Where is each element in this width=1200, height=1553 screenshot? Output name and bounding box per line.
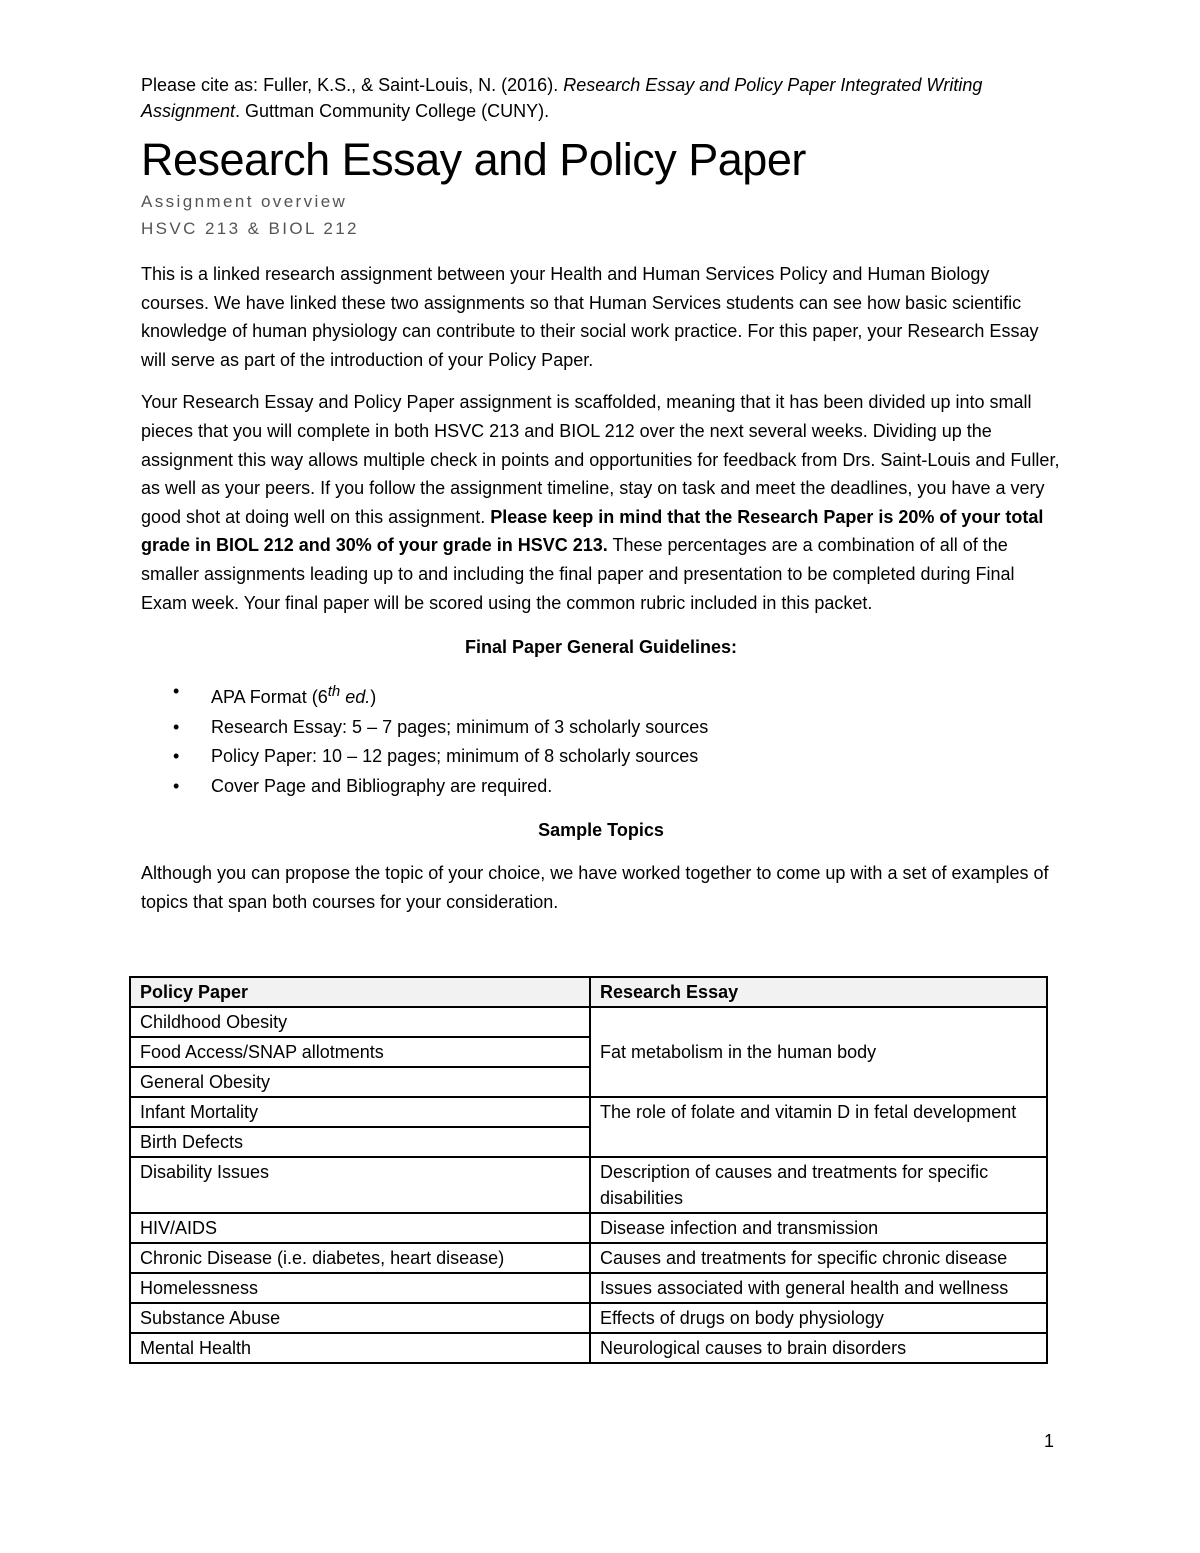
list-item: • Policy Paper: 10 – 12 pages; minimum of 8 scholarly sources	[173, 742, 1061, 772]
subtitle-overview: Assignment overview	[141, 192, 348, 211]
scaffold-text-b: These percentages are a combination of all of the smaller assignments leading up to and including the final paper and presentation to be completed during Final Exam week. Your final paper will be scored using the common rubric included in this packet.	[141, 535, 1015, 613]
table-row	[130, 1333, 1047, 1363]
bullet-icon: •	[173, 746, 180, 767]
citation	[141, 72, 1061, 124]
citation-prefix: Please cite as: Fuller, K.S., & Saint-Louis, N. (2016).	[141, 75, 564, 95]
table-row	[130, 1303, 1047, 1333]
cell-policy: Substance Abuse	[130, 1303, 590, 1333]
list-item: • Research Essay: 5 – 7 pages; minimum of 3 scholarly sources	[173, 713, 1061, 743]
topics-heading: Sample Topics	[538, 820, 664, 841]
document-page	[141, 72, 1061, 916]
intro-paragraph: This is a linked research assignment between your Health and Human Services Policy and Human Biology courses. We have linked these two assignments so that Human Services students can see how basic scientific knowledge of human physiology can contribute to their social work practice. For this paper, your Research Essay will serve as part of the introduction of your Policy Paper.	[141, 264, 1039, 370]
cell-research: Fat metabolism in the human body	[590, 1007, 1047, 1097]
table-row	[130, 1097, 1047, 1127]
page-number: 1	[1044, 1431, 1055, 1451]
page-title: Research Essay and Policy Paper	[141, 134, 806, 185]
cell-policy: Chronic Disease (i.e. diabetes, heart disease)	[130, 1243, 590, 1273]
table-row	[130, 1157, 1047, 1213]
cell-policy: Childhood Obesity	[130, 1007, 590, 1037]
citation-italic-title: Research Essay and Policy Paper Integrated Writing Assignment	[141, 75, 983, 121]
cell-research: Causes and treatments for specific chronic disease	[590, 1243, 1047, 1273]
header-research: Research Essay	[590, 977, 1047, 1007]
table-row	[130, 1243, 1047, 1273]
table-row	[130, 1273, 1047, 1303]
guidelines-list	[141, 677, 1061, 801]
table-header-row	[130, 977, 1047, 1007]
header-policy: Policy Paper	[130, 977, 590, 1007]
cell-research: Neurological causes to brain disorders	[590, 1333, 1047, 1363]
grade-weight-note: Please keep in mind that the Research Paper is 20% of your total grade in BIOL 212 and 30% of your grade in HSVC 213.	[141, 506, 1044, 556]
cell-policy: General Obesity	[130, 1067, 590, 1097]
cell-policy: HIV/AIDS	[130, 1213, 590, 1243]
cell-research: The role of folate and vitamin D in fetal development	[590, 1097, 1047, 1157]
list-item: • Cover Page and Bibliography are required.	[173, 772, 1061, 802]
bullet-icon: •	[173, 775, 180, 796]
cell-policy: Food Access/SNAP allotments	[130, 1037, 590, 1067]
cell-research: Issues associated with general health and wellness	[590, 1273, 1047, 1303]
list-item: • APA Format (6th ed.)	[173, 677, 1061, 713]
table-row	[130, 1007, 1047, 1037]
cell-policy: Infant Mortality	[130, 1097, 590, 1127]
scaffold-paragraph	[141, 388, 1061, 617]
cell-research: Disease infection and transmission	[590, 1213, 1047, 1243]
table-row	[130, 1213, 1047, 1243]
scaffold-text-a: Your Research Essay and Policy Paper assignment is scaffolded, meaning that it has been divided up into small pieces that you will complete in both HSVC 213 and BIOL 212 over the next several weeks. Dividing up the assignment this way allows multiple check in points and opportunities for feedback from Drs. Saint-Louis and Fuller, as well as your peers. If you follow the assignment timeline, stay on task and meet the deadlines, you have a very good shot at doing well on this assignment.	[141, 392, 1060, 527]
bullet-icon: •	[173, 716, 180, 737]
cell-policy: Homelessness	[130, 1273, 590, 1303]
citation-suffix: . Guttman Community College (CUNY).	[235, 101, 550, 121]
topics-table	[129, 976, 1048, 1364]
subtitle-courses: HSVC 213 & BIOL 212	[141, 219, 359, 238]
cell-research: Description of causes and treatments for specific disabilities	[590, 1157, 1047, 1213]
cell-policy: Disability Issues	[130, 1157, 590, 1213]
cell-policy: Birth Defects	[130, 1127, 590, 1157]
topics-paragraph: Although you can propose the topic of your choice, we have worked together to come up with a set of examples of topics that span both courses for your consideration.	[141, 863, 1049, 912]
cell-policy: Mental Health	[130, 1333, 590, 1363]
guidelines-heading: Final Paper General Guidelines:	[464, 637, 738, 658]
bullet-icon: •	[173, 681, 180, 702]
cell-research: Effects of drugs on body physiology	[590, 1303, 1047, 1333]
